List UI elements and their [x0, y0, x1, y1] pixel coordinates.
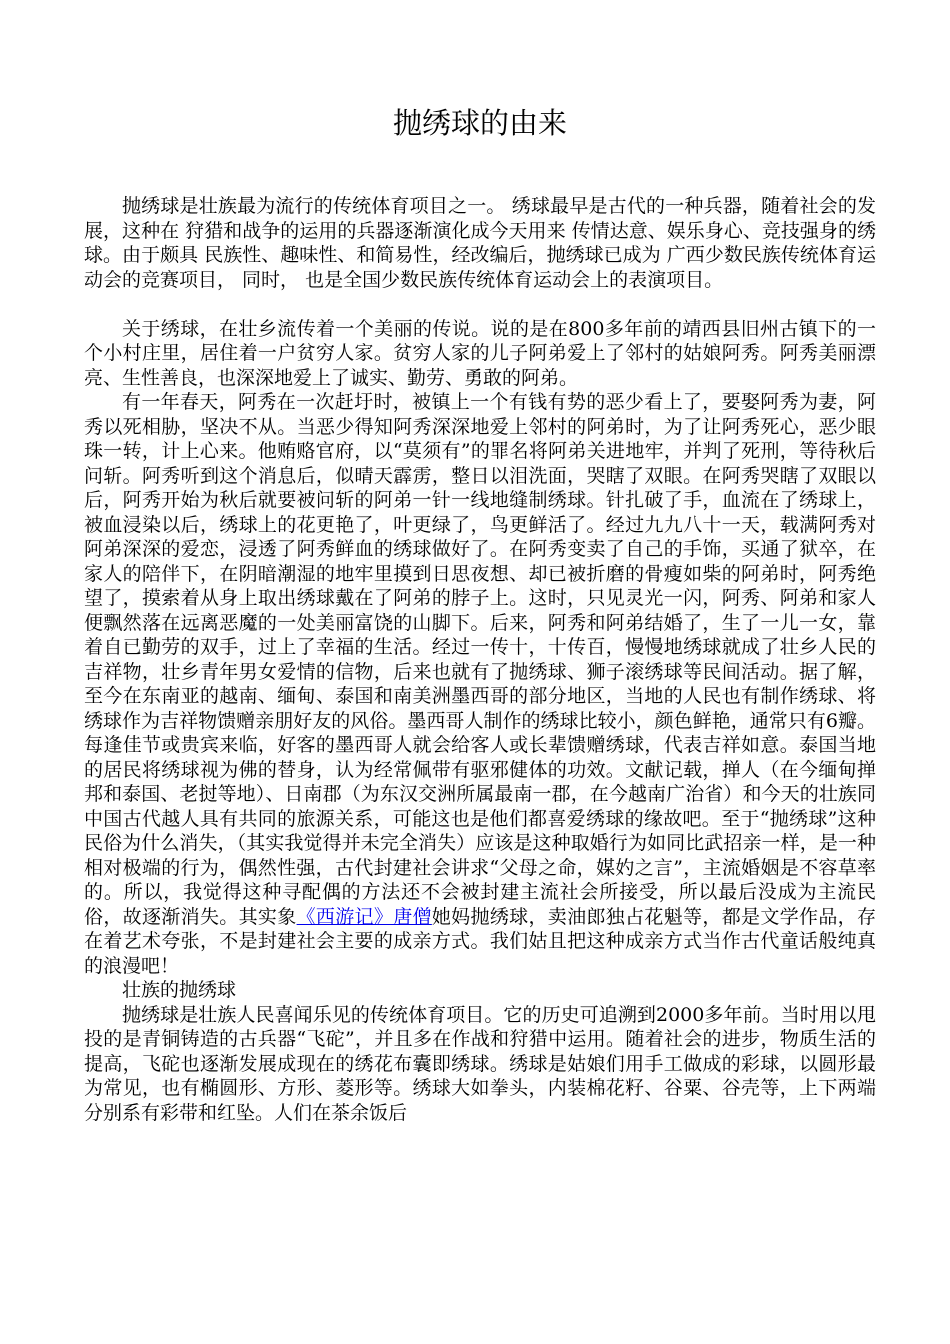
section-heading-zhuang: 壮族的抛绣球	[122, 979, 237, 1001]
paragraph-legend-intro: 关于绣球，在壮乡流传着一个美丽的传说。说的是在800多年前的靖西县旧州古镇下的一个小村庄里，居住着一户贫穷人家。贫穷人家的儿子阿弟爱上了邻村的姑娘阿秀。阿秀美丽漂亮、生性善良，也深深地爱上了诚实、勤劳、勇敢的阿弟。	[84, 317, 876, 389]
paragraph-zhuang-xiuqiu: 抛绣球是壮族人民喜闻乐见的传统体育项目。它的历史可追溯到2000多年前。当时用以甩投的是青铜铸造的古兵器“飞砣”，并且多在作战和狩猎中运用。随着社会的进步，物质生活的提高，飞砣也逐渐发展成现在的绣花布囊即绣球。绣球是姑娘们用手工做成的彩球，以圆形最为常见，也有椭圆形、方形、菱形等。绣球大如拳头，内装棉花籽、谷粟、谷壳等，上下两端分别系有彩带和红坠。人们在茶余饭后	[84, 1003, 876, 1124]
document-page	[84, 0, 876, 1125]
paragraph-legend-story	[84, 390, 876, 978]
document-title: 抛绣球的由来	[392, 106, 567, 140]
paragraph-legend-text-part2: 她妈抛绣球，卖油郎独占花魁等，都是文学作品，存在着艺术夸张，不是封建社会主要的成亲方式。我们姑且把这种成亲方式当作古代童话般纯真的浪漫吧！	[84, 905, 876, 977]
document-body	[84, 194, 876, 1125]
paragraph-intro: 抛绣球是壮族最为流行的传统体育项目之一。 绣球最早是古代的一种兵器，随着社会的发展，这种在 狩猎和战争的运用的兵器逐渐演化成今天用来 传情达意、娱乐身心、竞技强身的绣球。由于颇具 民族性、趣味性、和简易性，经改编后，抛绣球已成为 广西少数民族传统体育运动会的竞赛项目， 同时， 也是全国少数民族传统体育运动会上的表演项目。	[84, 195, 876, 291]
paragraph-legend-text-part1: 有一年春天，阿秀在一次赶圩时，被镇上一个有钱有势的恶少看上了，要娶阿秀为妻，阿秀以死相胁，坚决不从。当恶少得知阿秀深深地爱上邻村的阿弟时，为了让阿秀死心，恶少眼珠一转，计上心来。他贿赂官府，以“莫须有”的罪名将阿弟关进地牢，并判了死刑，等待秋后问斩。阿秀听到这个消息后，似晴天霹雳，整日以泪洗面，哭瞎了双眼。在阿秀哭瞎了双眼以后，阿秀开始为秋后就要被问斩的阿弟一针一线地缝制绣球。针扎破了手，血流在了绣球上，被血浸染以后，绣球上的花更艳了，叶更绿了，鸟更鲜活了。经过九九八十一天，载满阿秀对阿弟深深的爱恋，浸透了阿秀鲜血的绣球做好了。在阿秀变卖了自己的手饰，买通了狱卒，在家人的陪伴下，在阴暗潮湿的地牢里摸到日思夜想、却已被折磨的骨瘦如柴的阿弟时，阿秀绝望了，摸索着从身上取出绣球戴在了阿弟的脖子上。这时，只见灵光一闪，阿秀、阿弟和家人便飘然落在远离恶魔的一处美丽富饶的山脚下。后来，阿秀和阿弟结婚了，生了一儿一女，靠着自已勤劳的双手，过上了幸福的生活。经过一传十，十传百，慢慢地绣球就成了壮乡人民的吉祥物，壮乡青年男女爱情的信物，后来也就有了抛绣球、狮子滚绣球等民间活动。据了解，至今在东南亚的越南、缅甸、泰国和南美洲墨西哥的部分地区，当地的人民也有制作绣球、将绣球作为吉祥物馈赠亲朋好友的风俗。墨西哥人制作的绣球比较小，颜色鲜艳，通常只有6瓣。每逢佳节或贵宾来临，好客的墨西哥人就会给客人或长辈馈赠绣球，代表吉祥如意。泰国当地的居民将绣球视为佛的替身，认为经常佩带有驱邪健体的功效。文献记载，掸人（在今缅甸掸邦和泰国、老挝等地）、日南郡（为东汉交洲所属最南一郡，在今越南广治省）和今天的壮族同中国古代越人具有共同的旅源关系，可能这也是他们都喜爱绣球的缘故吧。至于“抛绣球”这种民俗为什么消失，（其实我觉得并未完全消失）应该是这种取婚行为如同比武招亲一样，是一种相对极端的行为，偶然性强，古代封建社会讲求“父母之命，媒妁之言”，主流婚姻是不容草率的。所以，我觉得这种寻配偶的方法还不会被封建主流社会所接受，所以最后没成为主流民俗，故逐渐消失。其实象	[84, 391, 876, 928]
xiyouji-tangseng-link[interactable]: 《西游记》唐僧	[296, 905, 432, 928]
